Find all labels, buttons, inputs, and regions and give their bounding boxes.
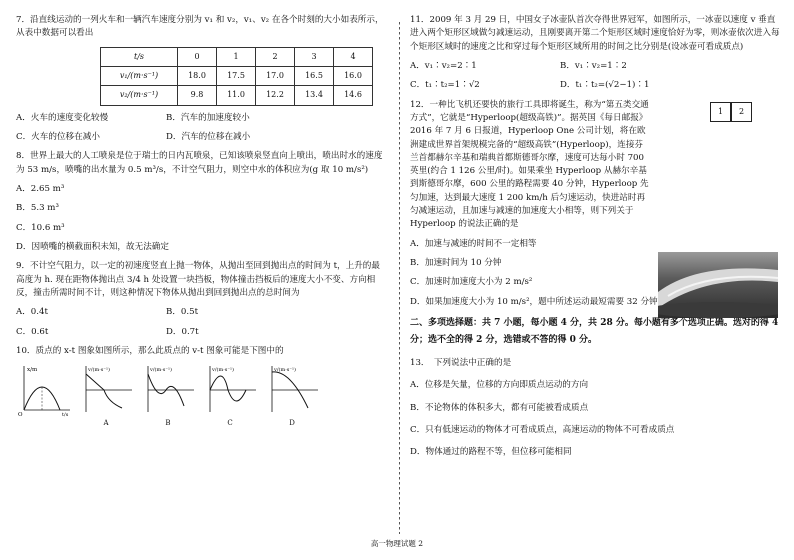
option-a: A．0.4t <box>16 307 48 318</box>
option-a: A．v₁∶v₂=2∶1 <box>410 60 477 71</box>
question-10: 10．质点的 x-t 图象如图所示，那么此质点的 v-t 图象可能是下图中的 <box>16 345 284 356</box>
option-b: B．加速时间为 10 分钟 <box>410 258 502 268</box>
axis-label: v/(m·s⁻¹) <box>150 367 172 374</box>
graph-label-a: A <box>103 419 109 428</box>
table-cell: 4 <box>334 47 373 66</box>
question-11: 11．2009 年 3 月 29 日，中国女子冰壶队首次夺得世界冠军，如图所示，一冰壶以速度 v 垂直进入两个矩形区域做匀减速运动，且刚要离开第二个矩形区域时速度恰好为零，则冰壶依次进入每个矩形区域时的速度之比和穿过每个矩形区域所用的时间之比分别是(设冰壶可看成质点) <box>410 15 780 52</box>
q11-options-ab <box>410 60 780 73</box>
graph-a <box>78 362 134 429</box>
table-cell: 1 <box>217 47 256 66</box>
hyperloop-photo <box>658 252 778 318</box>
option-b: B．5.3 m³ <box>16 203 59 214</box>
q7-options-ab <box>16 112 388 125</box>
graph-b <box>140 362 196 429</box>
graph-d <box>264 362 320 429</box>
question-13: 13． 下列说法中正确的是 <box>410 358 512 369</box>
axis-label: v/(m·s⁻¹) <box>212 367 234 374</box>
option-b: B．v₁∶v₂=1∶2 <box>560 60 627 71</box>
origin-label: O <box>18 412 23 419</box>
axis-label: t/s <box>62 412 69 419</box>
table-cell: 18.0 <box>178 67 217 86</box>
left-column <box>16 10 388 429</box>
option-b: B．不论物体的体积多大，都有可能被看成质点 <box>410 402 589 413</box>
axis-label: v/(m·s⁻¹) <box>274 367 296 374</box>
section-heading: 二、多项选择题：共 7 小题，每小题 4 分，共 28 分。每小题有多个选项正确。选对的得 4 分；选不全的得 2 分，选错或不答的得 0 分。 <box>410 317 779 346</box>
option-c: C．只有低速运动的物体才可看成质点，高速运动的物体不可看成质点 <box>410 425 675 436</box>
right-column <box>410 10 780 460</box>
option-a: A．加速与减速的时间不一定相等 <box>410 238 537 249</box>
graph-label-c: C <box>227 419 233 428</box>
table-cell: 17.0 <box>256 67 295 86</box>
axis-label: v/(m·s⁻¹) <box>88 367 110 374</box>
table-cell: t/s <box>101 47 178 66</box>
graph-c <box>202 362 258 429</box>
q7-options-cd <box>16 131 388 144</box>
option-d: D．如果加速度大小为 10 m/s²，题中所述运动最短需要 32 分钟 <box>410 296 658 307</box>
option-a: A．火车的速度变化较慢 <box>16 112 109 123</box>
graph-label-d: D <box>289 419 295 428</box>
column-divider <box>399 22 400 534</box>
graph-xt <box>16 362 72 429</box>
region-2: 2 <box>731 102 752 122</box>
table-cell: 0 <box>178 47 217 66</box>
region-1: 1 <box>710 102 731 122</box>
option-b: B．汽车的加速度较小 <box>166 112 250 123</box>
option-c: C．t₁∶t₂=1∶√2 <box>410 80 480 91</box>
question-7: 7．沿直线运动的一列火车和一辆汽车速度分别为 v₁ 和 v₂，v₁、v₂ 在各个时刻的大小如表所示，从表中数据可以看出 <box>16 15 384 39</box>
axis-label: x/m <box>27 367 38 374</box>
q9-options-ab <box>16 306 388 319</box>
option-d: D．汽车的位移在减小 <box>166 132 251 143</box>
table-cell: 12.2 <box>256 86 295 105</box>
table-cell: 16.5 <box>295 67 334 86</box>
question-9: 9．不计空气阻力，以一定的初速度竖直上抛一物体，从抛出至回到抛出点的时间为 t，上升的最高度为 h. 现在距物体抛出点 3/4 h 处设置一块挡板，物体撞击挡板后的速度大小不变、方向相反，撞击所需时间不计，则这种情况下物体从抛出到回到抛出点的总时间为 <box>16 261 380 298</box>
q9-options-cd <box>16 326 388 339</box>
option-d: D．因喷嘴的横截面积未知，故无法确定 <box>16 241 169 252</box>
curling-regions-diagram <box>710 102 752 122</box>
option-c: C．10.6 m³ <box>16 222 65 233</box>
table-cell: 13.4 <box>295 86 334 105</box>
q11-options-cd <box>410 79 780 92</box>
table-cell: 2 <box>256 47 295 66</box>
option-c: C．0.6t <box>16 326 49 337</box>
table-cell: 17.5 <box>217 67 256 86</box>
option-a: A．位移是矢量，位移的方向即质点运动的方向 <box>410 380 589 391</box>
q10-graphs <box>16 362 388 429</box>
option-c: C．加速时加速度大小为 2 m/s² <box>410 277 533 288</box>
option-b: B．0.5t <box>166 307 199 318</box>
table-cell: v₁/(m·s⁻¹) <box>101 67 178 86</box>
table-cell: 11.0 <box>217 86 256 105</box>
option-c: C．火车的位移在减小 <box>16 132 100 143</box>
table-cell: 14.6 <box>334 86 373 105</box>
graph-label-b: B <box>165 419 171 428</box>
table-cell: 3 <box>295 47 334 66</box>
question-8: 8．世界上最大的人工喷泉是位于瑞士的日内瓦喷泉，已知该喷泉竖直向上喷出，喷出时水的速度为 53 m/s，喷嘴的出水量为 0.5 m³/s，不计空气阻力，则空中水的体积应为(g 取 10 m/s²) <box>16 151 383 175</box>
option-d: D．物体通过的路程不等，但位移可能相同 <box>410 447 572 458</box>
option-d: D．0.7t <box>166 326 199 337</box>
option-a: A．2.65 m³ <box>16 184 65 195</box>
table-cell: 16.0 <box>334 67 373 86</box>
question-12: 12．一种比飞机还要快的旅行工具即将诞生，称为“第五类交通方式”，它就是“Hyperloop(超级高铁)”。据英国《每日邮报》2016 年 7 月 6 日报道，Hyperloop One 公司计划，将在欧洲建成世界首架规模完备的“超级高铁”(Hyperloop)，连接芬兰首都赫尔辛基和瑞典首都斯德哥尔摩，速度可达每小时 700 英里(约合 1 126 公里/时)。如果乘坐 Hyperloop 从赫尔辛基到斯德哥尔摩，600 公里的路程需要 40 分钟，Hyperloop 先匀加速，达到最大速度 1 200 km/h 后匀速运动，快进站时再匀减速运动，且加速与减速的加速度大小相等，则下列关于 Hyperloop 的说法正确的是 <box>410 99 649 230</box>
speed-table <box>100 47 373 106</box>
table-cell: 9.8 <box>178 86 217 105</box>
page-footer: 高一物理试题 2 <box>370 539 424 548</box>
option-d: D．t₁∶t₂=(√2−1)∶1 <box>560 80 650 91</box>
table-cell: v₂/(m·s⁻¹) <box>101 86 178 105</box>
